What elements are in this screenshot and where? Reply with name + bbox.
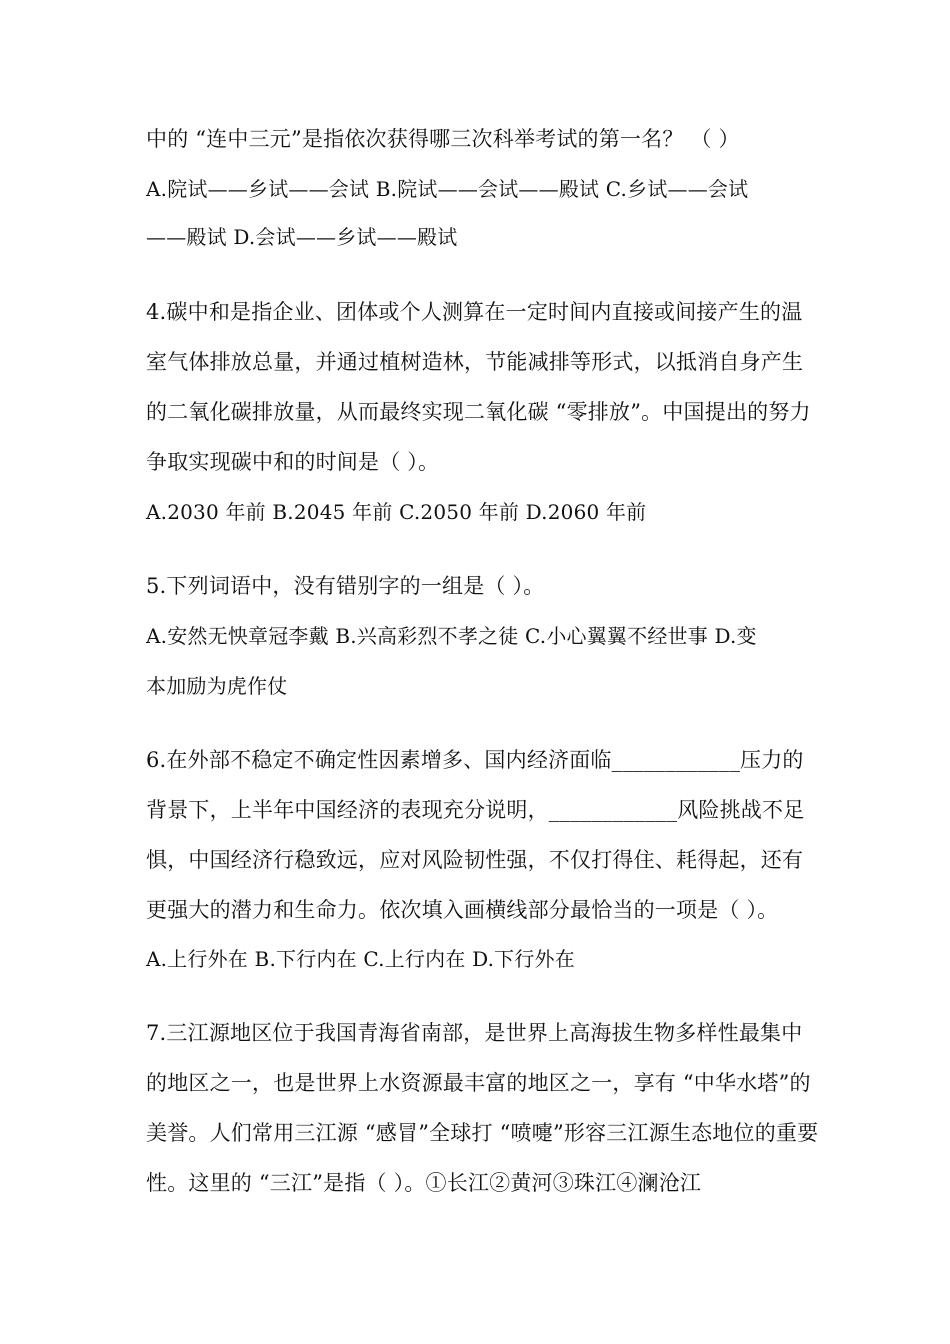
- question-4-stem-line-1: 4.碳中和是指企业、团体或个人测算在一定时间内直接或间接产生的温: [146, 300, 803, 324]
- question-3-options-line-1: A.院试——乡试——会试 B.院试——会试——殿试 C.乡试——会试: [146, 177, 749, 201]
- question-4-stem-line-3: 的二氧化碳排放量，从而最终实现二氧化碳 “零排放”。中国提出的努力: [146, 400, 811, 424]
- question-4-stem-line-4: 争取实现碳中和的时间是（ ）。: [146, 450, 440, 474]
- question-4-options-line-1: A.2030 年前 B.2045 年前 C.2050 年前 D.2060 年前: [146, 500, 647, 524]
- question-7-stem-line-3: 美誉。人们常用三江源 “感冒”全球打 “喷嚏”形容三江源生态地位的重要: [146, 1121, 819, 1145]
- question-6-stem-line-3: 惧，中国经济行稳致远，应对风险韧性强，不仅打得住、耗得起，还有: [146, 848, 804, 872]
- question-6-stem-line-2: 背景下，上半年中国经济的表现充分说明，____________风险挑战不足: [146, 798, 805, 822]
- question-4-stem-line-2: 室气体排放总量，并通过植树造林，节能减排等形式，以抵消自身产生: [146, 350, 804, 374]
- question-7-stem-line-2: 的地区之一，也是世界上水资源最丰富的地区之一，享有 “中华水塔”的: [146, 1071, 811, 1095]
- question-7-stem-line-1: 7.三江源地区位于我国青海省南部，是世界上高海拔生物多样性最集中: [146, 1021, 803, 1045]
- question-3-stem: 中的 “连中三元”是指依次获得哪三次科举考试的第一名？ （ ）: [146, 127, 740, 151]
- question-5-options-line-2: 本加励为虎作仗: [146, 674, 288, 698]
- question-3-options-line-2: ——殿试 D.会试——乡试——殿试: [146, 225, 458, 249]
- question-5-stem: 5.下列词语中，没有错别字的一组是（ ）。: [146, 574, 545, 598]
- question-6-stem-line-1: 6.在外部不稳定不确定性因素增多、国内经济面临____________压力的: [146, 748, 804, 772]
- question-5-options-line-1: A.安然无怏章冠李戴 B.兴高彩烈不孝之徒 C.小心翼翼不经世事 D.变: [146, 624, 757, 648]
- question-6-stem-line-4: 更强大的潜力和生命力。依次填入画横线部分最恰当的一项是（ ）。: [146, 898, 779, 922]
- question-6-options-line-1: A.上行外在 B.下行内在 C.上行内在 D.下行外在: [146, 947, 575, 971]
- question-7-stem-line-4: 性。这里的 “三江”是指（ ）。①长江②黄河③珠江④澜沧江: [146, 1171, 702, 1195]
